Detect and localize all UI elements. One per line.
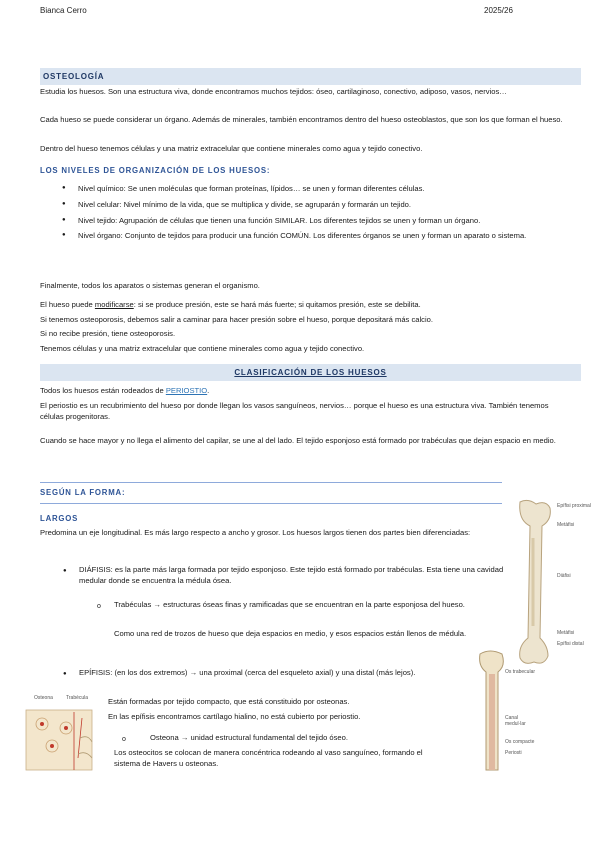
periostio-link[interactable]: PERIOSTIO bbox=[165, 386, 208, 395]
bullet-icon: ● bbox=[63, 568, 67, 574]
trabeculas-text: Trabéculas → estructuras óseas finas y ramificadas que se encuentran en la parte esponjosa del hueso. bbox=[114, 600, 465, 609]
bone-section-illustration bbox=[476, 648, 508, 776]
list-item: ● Nivel celular: Nivel mínimo de la vida, que se multiplica y divide, se agruparán y formarán un tejido. bbox=[62, 200, 582, 211]
osteon-block-illustration bbox=[22, 698, 100, 774]
section-divider bbox=[40, 482, 502, 483]
fig-label-epifisi-proximal: Epífisi proximal bbox=[557, 503, 591, 509]
fig-label-epifisi-distal: Epífisi distal bbox=[557, 641, 584, 647]
clasificacion-paragraph-2: El periostio es un recubrimiento del hueso por donde llegan los vasos sanguíneos, nervios… porque el hueso es una estructura viva. También tenemos células progenitoras. bbox=[40, 401, 549, 421]
fig-label-osteona: Osteona bbox=[34, 695, 53, 701]
osteologia-paragraph-1: Estudia los huesos. Son una estructura viva, donde encontramos muchos tejidos: óseo, cartilaginoso, conectivo, adiposo, vasos, nervios… bbox=[40, 87, 507, 96]
long-bone-illustration bbox=[512, 498, 560, 668]
clasificacion-paragraph-3: Cuando se hace mayor y no llega el alimento del capilar, se une al del lado. El tejido esponjoso está formado por trabéculas que dejan espacio en medio. bbox=[40, 436, 556, 445]
author-name: Bianca Cerro bbox=[40, 6, 87, 15]
fig-label-metafisi-2: Metàfisi bbox=[557, 630, 575, 636]
largos-paragraph: Predomina un eje longitudinal. Es más largo respecto a ancho y grosor. Los huesos largos tienen dos partes bien diferenciadas: bbox=[40, 528, 471, 537]
osteona-text-2: Los osteocitos se colocan de manera concéntrica rodeando al vaso sanguíneo, formando el sistema de Havers u osteonas. bbox=[114, 748, 423, 768]
osteologia-paragraph-3: Dentro del hueso tenemos células y una matriz extracelular que contiene minerales como agua y tejido conectivo. bbox=[40, 144, 423, 153]
diafisis-text: DIÁFISIS: es la parte más larga formada por tejido esponjoso. Este tejido está formado por trabéculas. Esta tiene una cavidad medular donde se encuentra la médula ósea. bbox=[79, 565, 504, 585]
circle-bullet-icon: o bbox=[122, 736, 126, 743]
forma-title: SEGÚN LA FORMA: bbox=[40, 488, 126, 497]
niveles-title: LOS NIVELES DE ORGANIZACIÓN DE LOS HUESOS: bbox=[40, 166, 271, 175]
fig-label-diafisi: Diàfisi bbox=[557, 573, 571, 579]
niveles-paragraph-1: El hueso puede modificarse: si se produce presión, este se hará más fuerte; si quitamos presión, este se debilita. bbox=[40, 300, 421, 309]
niveles-paragraph-3: Si no recibe presión, tiene osteoporosis. bbox=[40, 329, 176, 338]
niveles-paragraph-2: Si tenemos osteoporosis, debemos salir a caminar para hacer presión sobre el hueso, porque depositará más calcio. bbox=[40, 315, 433, 324]
section-band-clasificacion bbox=[40, 364, 581, 381]
section-divider bbox=[40, 503, 502, 504]
epifisis-line-2: Están formadas por tejido compacto, que está constituido por osteonas. bbox=[108, 697, 350, 706]
trabeculas-text-2: Como una red de trozos de hueso que deja espacios en medio, y esos espacios están llenos de médula. bbox=[114, 629, 467, 638]
fig-label-os-compacte: Os compacte bbox=[505, 739, 535, 745]
list-item: ● Nivel químico: Se unen moléculas que forman proteínas, lípidos… se unen y forman diferentes células. bbox=[62, 184, 582, 195]
osteona-text: Osteona → unidad estructural fundamental del tejido óseo. bbox=[150, 733, 348, 742]
fig-label-metafisi: Metàfisi bbox=[557, 522, 575, 528]
academic-year: 2025/26 bbox=[484, 6, 513, 15]
fig-label-os-trabecular: Os trabecular bbox=[505, 669, 536, 675]
circle-bullet-icon: o bbox=[97, 603, 101, 610]
niveles-list bbox=[62, 184, 582, 247]
epifisis-line-3: En las epífisis encontramos cartílago hialino, no está cubierto por periostio. bbox=[108, 712, 361, 721]
niveles-paragraph-4: Tenemos células y una matriz extracelular que contiene minerales como agua y tejido conectivo. bbox=[40, 344, 365, 353]
niveles-final: Finalmente, todos los aparatos o sistemas generan el organismo. bbox=[40, 281, 260, 290]
largos-title: LARGOS bbox=[40, 514, 79, 523]
clasificacion-paragraph-1: Todos los huesos están rodeados de PERIOSTIO. bbox=[40, 386, 210, 395]
bullet-icon: ● bbox=[63, 671, 67, 677]
section-title-osteologia: OSTEOLOGÍA bbox=[43, 72, 105, 81]
osteologia-paragraph-2: Cada hueso se puede considerar un órgano. Además de minerales, también encontramos dentro del hueso osteoblastos, que son los que forman el hueso. bbox=[40, 115, 563, 124]
section-title-clasificacion: CLASIFICACIÓN DE LOS HUESOS bbox=[234, 368, 387, 377]
fig-label-periosti: Periosti bbox=[505, 750, 522, 756]
epifisis-line-1: EPÍFISIS: (en los dos extremos) → una proximal (cerca del esqueleto axial) y una distal (más lejos). bbox=[79, 668, 416, 677]
list-item: ● Nivel órgano: Conjunto de tejidos para producir una función COMÚN. Los diferentes órganos se unen y forman un aparato o sistema. bbox=[62, 231, 582, 242]
list-item: ● Nivel tejido: Agrupación de células que tienen una función SIMILAR. Los diferentes tejidos se unen y forman un órgano. bbox=[62, 216, 582, 227]
fig-label-trabecula: Trabècula bbox=[66, 695, 89, 701]
section-band-osteologia bbox=[40, 68, 581, 85]
fig-label-canal-medullar: Canal medul·lar bbox=[505, 715, 526, 727]
